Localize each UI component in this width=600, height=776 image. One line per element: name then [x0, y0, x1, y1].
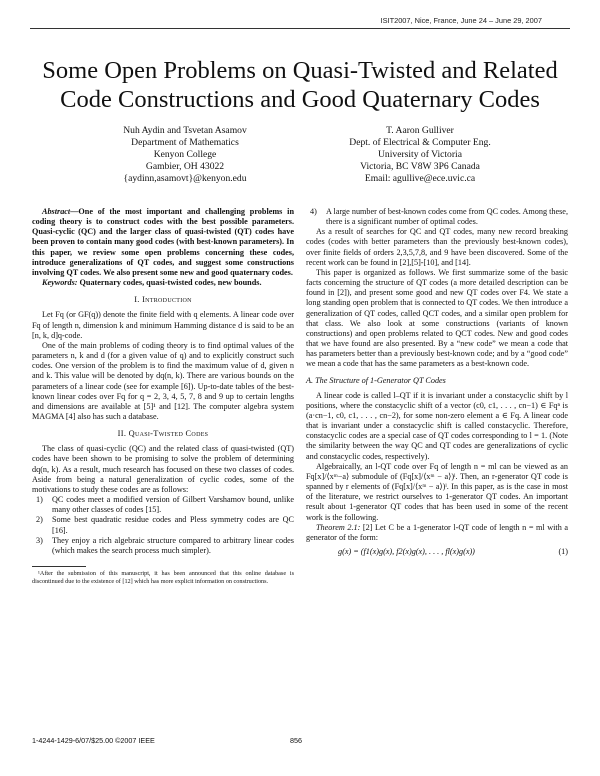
section-heading-introduction: I. Introduction — [134, 295, 192, 305]
list-item — [36, 515, 294, 535]
theorem — [306, 523, 568, 543]
body-paragraph: As a result of searches for QC and QT codes, many new record breaking codes (codes with better parameters than the previously best-known codes), over finite fields of orders 2,3,5,7,8, and 9 have been discovered. Some of the recent work can be found in [2],[5]-[10], and [14]. — [306, 227, 568, 267]
list-item — [36, 495, 294, 515]
header-rule — [30, 28, 570, 29]
intro-paragraph-1: Let Fq (or GF(q)) denote the finite field with q elements. A linear code over Fq of length n, dimension k and minimum Hamming distance d is said to be an [n, k, d]q-code. — [32, 310, 294, 340]
intro-paragraph-2: One of the main problems of coding theory is to find optimal values of the parameters n, k and d (for a given value of q) and to explicitly construct such codes. One version of the problem is to find the maximum value of d, given n and k. This value will be denoted by dq(n, k). There are various bounds on the parameters of a linear code (see for example [6]). Up-to-date tables of the best-known linear codes over Fq for q = 2, 3, 4, 5, 7, 8 and 9 up to certain lengths and dimensions are available at [5]¹ and [12]. The computer algebra system MAGMA [4] also has such a database. — [32, 340, 294, 421]
list-number: 3) — [36, 535, 43, 545]
page-number: 856 — [290, 736, 302, 745]
list-text: A large number of best-known codes come from QC codes. Among these, there is a significant number of optimal codes. — [326, 207, 568, 227]
author-email: {aydinn,asamovt}@kenyon.edu — [123, 173, 247, 184]
author-organization: University of Victoria — [378, 149, 462, 160]
list-text: QC codes meet a modified version of Gilbert Varshamov bound, unlike many other classes of codes [15]. — [52, 495, 294, 515]
right-column — [306, 207, 568, 557]
theorem-text: [2] Let C be a 1-generator l-QT code of length n = ml with a generator of the form: — [306, 522, 568, 542]
author-city: Victoria, BC V8W 3P6 Canada — [360, 161, 480, 172]
author-department: Dept. of Electrical & Computer Eng. — [349, 137, 491, 148]
subsection-heading-structure: A. The Structure of 1-Generator QT Codes — [306, 375, 446, 385]
body-paragraph: Algebraically, an l-QT code over Fq of length n = ml can be viewed as an Fq[x]/⟨xᵐ−a⟩ submodule of (Fq[x]/⟨xᵐ − a⟩)ˡ. Then, an r-generator QT code is spanned by r elements of (Fq[x]/⟨xᵐ − a⟩)ˡ. In this paper, as is the case in most of the literature, we restrict ourselves to 1-generator QT codes. An important result about 1-generator QT codes that has been used in some of the recent work is the following. — [306, 461, 568, 522]
keywords-text: Quaternary codes, quasi-twisted codes, new bounds. — [77, 278, 262, 288]
list-text: They enjoy a rich algebraic structure compared to arbitrary linear codes (which makes the search process much simpler). — [52, 535, 294, 555]
abstract-text: —One of the most important and challenging problems in coding theory is to construct codes with the best possible parameters. Quasi-cyclic (QC) and the larger class of quasi-twisted (QT) codes have been proven to contain many good codes (with best-known parameters). In this paper, we review some open problems concerning these codes, introduce generalizations of QT codes, and suggest some constructions involving QT codes. We also present some new and good quaternary codes. — [32, 207, 294, 277]
author-city: Gambier, OH 43022 — [145, 161, 225, 172]
abstract-label: Abstract — [42, 207, 71, 216]
author-names: T. Aaron Gulliver — [386, 125, 454, 136]
keywords-label: Keywords: — [42, 278, 78, 288]
author-organization: Kenyon College — [153, 149, 217, 160]
left-column — [32, 207, 294, 586]
paper-title — [20, 56, 580, 114]
qt-paragraph-1: The class of quasi-cyclic (QC) and the related class of quasi-twisted (QT) codes have been shown to be promising to solve the problem of determining dq(n, k). As a result, much research has focused on these two classes of codes. Aside from being a natural generalization of cyclic codes, some of the motivations to study these codes are as follows: — [32, 444, 294, 494]
footnote-rule — [32, 566, 86, 567]
body-paragraph: This paper is organized as follows. We first summarize some of the basic facts concerning the structure of QT codes (a more detailed description can be found in [2]), and present some good and new QT codes over F4. We state a long standing open problem that is connected to QT codes. We then introduce a generalization of QT codes, called QCT codes, and a similar open problem for that class. We also look at some constructions (variants of known constructions) and open problems related to QCT codes. New and good codes that we have found are also presented. By a “new code” we mean a code that has parameters better than a previously best-known code; and by a “good code” we mean a code that has the same parameters as a best-known code. — [306, 267, 568, 369]
running-head: ISIT2007, Nice, France, June 24 – June 29, 2007 — [380, 16, 542, 25]
keywords — [32, 278, 294, 288]
title-line-2: Code Constructions and Good Quaternary Codes — [60, 86, 540, 113]
theorem-label: Theorem 2.1: — [316, 522, 361, 532]
list-item — [310, 207, 568, 227]
list-text: Some best quadratic residue codes and Pless symmetry codes are QC [16]. — [52, 515, 294, 535]
section-heading-quasi-twisted: II. Quasi-Twisted Codes — [117, 429, 209, 439]
author-department: Department of Mathematics — [131, 137, 239, 148]
equation-body: g(x) = (f1(x)g(x), f2(x)g(x), . . . , fl(x)g(x)) — [338, 547, 475, 556]
author-block-right — [320, 125, 520, 185]
author-names: Nuh Aydin and Tsvetan Asamov — [123, 125, 247, 136]
list-number: 1) — [36, 495, 43, 505]
author-block-left — [75, 125, 295, 185]
footnote: ¹After the submission of this manuscript, it has been announced that this online database is discontinued due to the existence of [12] which has more explicit information on constructions. — [32, 570, 294, 585]
body-paragraph: A linear code is called l–QT if it is invariant under a constacyclic shift by l positions, where the constacyclic shift of a vector (c0, c1, . . . , cn−1) ∈ Fqⁿ is (a·cn−1, c0, c1, . . . , cn−2), for some non-zero element a ∈ Fq. A linear code that is invariant under a constacyclic shift is called constacyclic. Therefore, constacyclic codes are a special case of QT codes corresponding to l = 1. (Note the similarity between the way QC and QT codes are generalizations of cyclic and constacyclic codes, respectively). — [306, 390, 568, 461]
footer-copyright: 1-4244-1429-6/07/$25.00 ©2007 IEEE — [32, 736, 155, 745]
list-item — [36, 536, 294, 556]
list-number: 2) — [36, 515, 43, 525]
title-line-1: Some Open Problems on Quasi-Twisted and Related — [42, 57, 558, 84]
abstract — [32, 207, 294, 278]
author-email: Email: agullive@ece.uvic.ca — [364, 173, 476, 184]
equation-number: (1) — [558, 547, 568, 556]
equation — [306, 547, 568, 557]
list-number: 4) — [310, 207, 317, 216]
